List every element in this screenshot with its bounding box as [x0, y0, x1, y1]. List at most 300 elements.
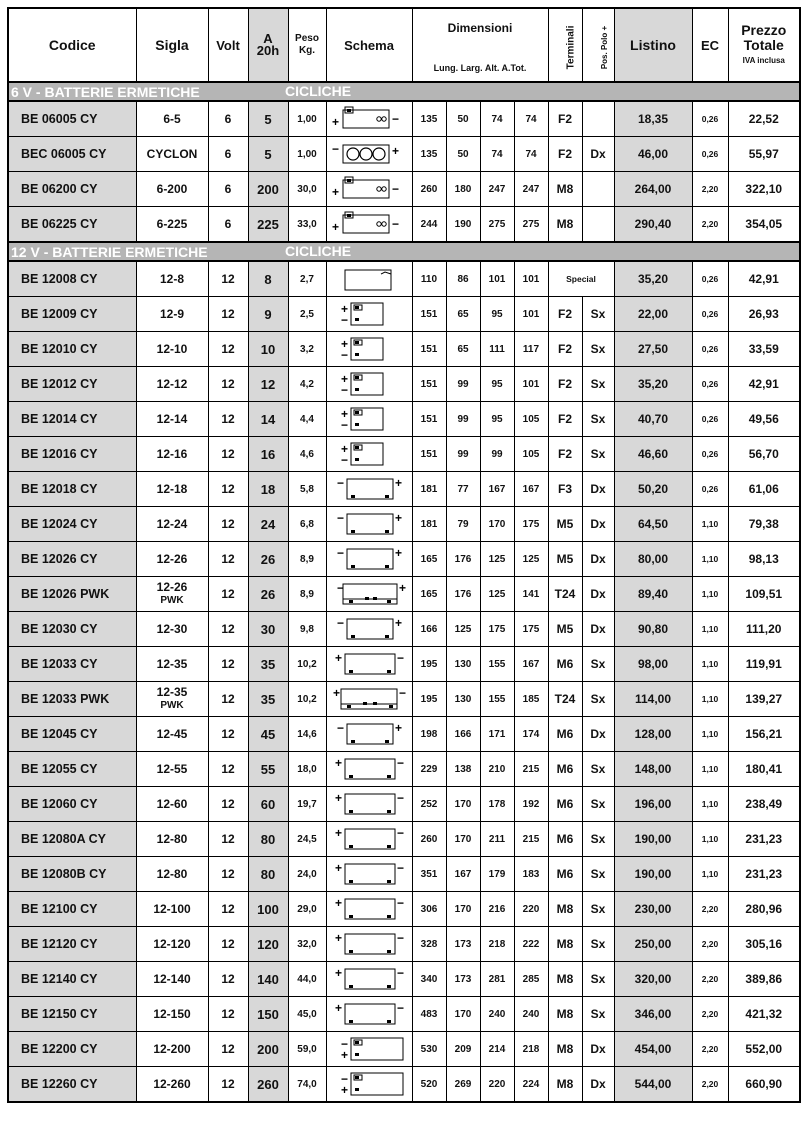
- cell-peso: 74,0: [288, 1067, 326, 1103]
- table-row: [8, 717, 800, 752]
- cell-codice: BE 12120 CY: [8, 927, 136, 962]
- cell-volt: 12: [208, 787, 248, 822]
- cell-atot: 275: [514, 207, 548, 243]
- cell-volt: 12: [208, 857, 248, 892]
- svg-text:−: −: [337, 546, 345, 560]
- cell-ah: 200: [248, 172, 288, 207]
- svg-text:−: −: [341, 453, 349, 467]
- svg-text:−: −: [399, 686, 407, 700]
- cell-ah: 35: [248, 682, 288, 717]
- table-row: [8, 437, 800, 472]
- cell-peso: 2,5: [288, 297, 326, 332]
- cell-schema: [326, 1067, 412, 1103]
- svg-text:+: +: [335, 756, 343, 770]
- battery-schematic-icon: [329, 266, 409, 292]
- cell-peso: 19,7: [288, 787, 326, 822]
- cell-sigla: 12-30: [136, 612, 208, 647]
- svg-text:+: +: [399, 581, 407, 595]
- cell-sigla: [136, 577, 208, 612]
- cell-lung: 351: [412, 857, 446, 892]
- cell-pos-polo: Sx: [582, 367, 614, 402]
- table-row: [8, 612, 800, 647]
- cell-schema: [326, 857, 412, 892]
- cell-terminali: F2: [548, 137, 582, 172]
- cell-schema: [326, 647, 412, 682]
- svg-text:−: −: [397, 756, 405, 770]
- table-row: [8, 542, 800, 577]
- cell-listino: 264,00: [614, 172, 692, 207]
- cell-alt: 179: [480, 857, 514, 892]
- cell-pos-polo: Sx: [582, 297, 614, 332]
- cell-peso: 33,0: [288, 207, 326, 243]
- cell-ec: 1,10: [692, 822, 728, 857]
- cell-listino: 250,00: [614, 927, 692, 962]
- cell-peso: 8,9: [288, 577, 326, 612]
- cell-sigla: [136, 682, 208, 717]
- header-prezzo-2: Totale: [743, 36, 784, 53]
- cell-codice: BE 12260 CY: [8, 1067, 136, 1103]
- cell-pos-polo: Dx: [582, 507, 614, 542]
- cell-peso: 8,9: [288, 542, 326, 577]
- cell-ec: 2,20: [692, 1067, 728, 1103]
- svg-text:+: +: [332, 115, 340, 129]
- cell-lung: 110: [412, 261, 446, 297]
- cell-volt: 12: [208, 261, 248, 297]
- header-dimensioni: [412, 8, 548, 82]
- cell-ec: 1,10: [692, 542, 728, 577]
- cell-alt: 218: [480, 927, 514, 962]
- cell-lung: 181: [412, 507, 446, 542]
- cell-volt: 12: [208, 367, 248, 402]
- cell-prezzo: 55,97: [728, 137, 800, 172]
- cell-larg: 50: [446, 101, 480, 137]
- cell-prezzo: 33,59: [728, 332, 800, 367]
- cell-alt: 95: [480, 402, 514, 437]
- header-sigla: Sigla: [136, 8, 208, 82]
- cell-alt: 210: [480, 752, 514, 787]
- svg-text:−: −: [392, 112, 400, 126]
- battery-schematic-icon: [329, 301, 409, 327]
- cell-ec: 0,26: [692, 137, 728, 172]
- cell-peso: 2,7: [288, 261, 326, 297]
- section-title: 6 V - BATTERIE ERMETICHE: [11, 83, 200, 100]
- cell-lung: 340: [412, 962, 446, 997]
- cell-volt: 12: [208, 647, 248, 682]
- cell-ah: 45: [248, 717, 288, 752]
- svg-text:−: −: [341, 313, 349, 327]
- cell-listino: 346,00: [614, 997, 692, 1032]
- cell-peso: 10,2: [288, 647, 326, 682]
- cell-schema: [326, 437, 412, 472]
- cell-lung: 151: [412, 332, 446, 367]
- cell-prezzo: 42,91: [728, 367, 800, 402]
- cell-lung: 151: [412, 367, 446, 402]
- svg-text:−: −: [392, 217, 400, 231]
- svg-text:+: +: [335, 896, 343, 910]
- cell-ec: 2,20: [692, 207, 728, 243]
- cell-peso: 18,0: [288, 752, 326, 787]
- cell-atot: 215: [514, 822, 548, 857]
- cell-codice: BE 12033 PWK: [8, 682, 136, 717]
- cell-larg: 86: [446, 261, 480, 297]
- cell-volt: 12: [208, 822, 248, 857]
- cell-sigla: 12-200: [136, 1032, 208, 1067]
- cell-ec: 1,10: [692, 577, 728, 612]
- cell-lung: 151: [412, 297, 446, 332]
- section-subtitle: CICLICHE: [285, 243, 352, 259]
- header-peso-2: Kg.: [298, 45, 316, 56]
- cell-pos-polo: Sx: [582, 752, 614, 787]
- cell-alt: 111: [480, 332, 514, 367]
- cell-codice: BE 12024 CY: [8, 507, 136, 542]
- cell-listino: 89,40: [614, 577, 692, 612]
- cell-schema: [326, 207, 412, 243]
- cell-terminali: M8: [548, 1032, 582, 1067]
- cell-sigla-line2: PWK: [160, 595, 184, 606]
- cell-terminali: M6: [548, 857, 582, 892]
- table-row: [8, 577, 800, 612]
- cell-ah: 30: [248, 612, 288, 647]
- cell-pos-polo: Dx: [582, 1032, 614, 1067]
- cell-sigla: 12-12: [136, 367, 208, 402]
- cell-volt: 12: [208, 682, 248, 717]
- section-subtitle: CICLICHE: [285, 83, 352, 99]
- cell-ah: 9: [248, 297, 288, 332]
- cell-codice: BE 12080B CY: [8, 857, 136, 892]
- cell-ah: 14: [248, 402, 288, 437]
- cell-schema: [326, 822, 412, 857]
- cell-volt: 12: [208, 297, 248, 332]
- header-prezzo: [728, 8, 800, 82]
- table-row: [8, 1067, 800, 1103]
- cell-ec: 1,10: [692, 787, 728, 822]
- cell-peso: 29,0: [288, 892, 326, 927]
- header-prezzo-1: Prezzo: [741, 21, 787, 38]
- cell-codice: BE 12012 CY: [8, 367, 136, 402]
- cell-alt: 95: [480, 367, 514, 402]
- cell-ah: 5: [248, 137, 288, 172]
- cell-listino: 35,20: [614, 261, 692, 297]
- cell-larg: 170: [446, 822, 480, 857]
- cell-ah: 8: [248, 261, 288, 297]
- cell-prezzo: 22,52: [728, 101, 800, 137]
- svg-text:+: +: [335, 966, 343, 980]
- cell-alt: 178: [480, 787, 514, 822]
- table-row: [8, 172, 800, 207]
- cell-sigla-line1: 12-35: [156, 685, 188, 699]
- cell-larg: 176: [446, 542, 480, 577]
- table-row: [8, 1032, 800, 1067]
- svg-text:+: +: [335, 861, 343, 875]
- cell-ah: 100: [248, 892, 288, 927]
- cell-larg: 170: [446, 997, 480, 1032]
- svg-text:−: −: [337, 476, 345, 490]
- cell-prezzo: 156,21: [728, 717, 800, 752]
- cell-terminali: T24: [548, 577, 582, 612]
- table-row: [8, 857, 800, 892]
- cell-sigla-line1: 12-26: [156, 580, 188, 594]
- cell-ec: 0,26: [692, 437, 728, 472]
- cell-volt: 12: [208, 717, 248, 752]
- svg-text:−: −: [337, 616, 345, 630]
- svg-text:−: −: [397, 966, 405, 980]
- cell-listino: 290,40: [614, 207, 692, 243]
- battery-schematic-icon: [329, 406, 409, 432]
- battery-schematic-icon: [329, 721, 409, 747]
- cell-atot: 247: [514, 172, 548, 207]
- cell-ec: 0,26: [692, 332, 728, 367]
- svg-text:+: +: [335, 931, 343, 945]
- cell-alt: 155: [480, 682, 514, 717]
- cell-pos-polo: Sx: [582, 997, 614, 1032]
- cell-prezzo: 421,32: [728, 997, 800, 1032]
- battery-schematic-icon: [329, 336, 409, 362]
- cell-volt: 12: [208, 962, 248, 997]
- cell-schema: [326, 507, 412, 542]
- cell-listino: 98,00: [614, 647, 692, 682]
- svg-text:+: +: [335, 826, 343, 840]
- cell-prezzo: 42,91: [728, 261, 800, 297]
- cell-lung: 520: [412, 1067, 446, 1103]
- svg-text:−: −: [337, 581, 345, 595]
- cell-terminali: M6: [548, 647, 582, 682]
- cell-peso: 1,00: [288, 137, 326, 172]
- cell-terminali: M8: [548, 962, 582, 997]
- cell-pos-polo: Sx: [582, 682, 614, 717]
- cell-terminali: M5: [548, 507, 582, 542]
- cell-peso: 14,6: [288, 717, 326, 752]
- header-peso-1: Peso: [295, 33, 319, 44]
- cell-ah: 16: [248, 437, 288, 472]
- cell-prezzo: 98,13: [728, 542, 800, 577]
- header-row: [8, 8, 800, 82]
- battery-schematic-icon: [329, 791, 409, 817]
- cell-schema: [326, 612, 412, 647]
- cell-listino: 64,50: [614, 507, 692, 542]
- cell-larg: 167: [446, 857, 480, 892]
- cell-sigla: 12-18: [136, 472, 208, 507]
- cell-atot: 101: [514, 297, 548, 332]
- cell-lung: 252: [412, 787, 446, 822]
- cell-peso: 4,2: [288, 367, 326, 402]
- cell-alt: 214: [480, 1032, 514, 1067]
- cell-ah: 80: [248, 822, 288, 857]
- cell-ec: 0,26: [692, 367, 728, 402]
- battery-schematic-icon: [329, 511, 409, 537]
- cell-alt: 74: [480, 137, 514, 172]
- battery-schematic-icon: [329, 371, 409, 397]
- section-header-row: [8, 242, 800, 261]
- table-row: [8, 752, 800, 787]
- battery-schematic-icon: [329, 546, 409, 572]
- cell-ec: 0,26: [692, 472, 728, 507]
- header-pos-polo: [582, 8, 614, 82]
- cell-atot: 175: [514, 507, 548, 542]
- cell-ec: 2,20: [692, 172, 728, 207]
- cell-ec: 1,10: [692, 752, 728, 787]
- cell-pos-polo: [582, 172, 614, 207]
- cell-ah: 35: [248, 647, 288, 682]
- cell-volt: 12: [208, 612, 248, 647]
- header-ah-1: A: [263, 31, 273, 46]
- svg-text:−: −: [341, 1037, 349, 1051]
- cell-atot: 101: [514, 367, 548, 402]
- cell-ec: 2,20: [692, 927, 728, 962]
- cell-peso: 4,6: [288, 437, 326, 472]
- cell-sigla: 12-140: [136, 962, 208, 997]
- cell-volt: 12: [208, 577, 248, 612]
- cell-larg: 99: [446, 437, 480, 472]
- cell-lung: 306: [412, 892, 446, 927]
- cell-terminali: F3: [548, 472, 582, 507]
- cell-volt: 12: [208, 927, 248, 962]
- table-row: [8, 822, 800, 857]
- battery-schematic-icon: [329, 756, 409, 782]
- cell-schema: [326, 927, 412, 962]
- cell-lung: 530: [412, 1032, 446, 1067]
- cell-ah: 225: [248, 207, 288, 243]
- cell-pos-polo: Sx: [582, 822, 614, 857]
- cell-atot: 240: [514, 997, 548, 1032]
- cell-codice: BE 06005 CY: [8, 101, 136, 137]
- cell-ah: 260: [248, 1067, 288, 1103]
- cell-prezzo: 389,86: [728, 962, 800, 997]
- cell-ec: 1,10: [692, 857, 728, 892]
- cell-sigla: 12-45: [136, 717, 208, 752]
- cell-ah: 18: [248, 472, 288, 507]
- cell-larg: 65: [446, 297, 480, 332]
- table-row: [8, 682, 800, 717]
- cell-prezzo: 49,56: [728, 402, 800, 437]
- cell-schema: [326, 997, 412, 1032]
- cell-schema: [326, 332, 412, 367]
- svg-text:−: −: [332, 142, 340, 156]
- header-dimensioni-title: Dimensioni: [447, 21, 513, 35]
- cell-sigla: 12-16: [136, 437, 208, 472]
- cell-codice: BE 12010 CY: [8, 332, 136, 367]
- cell-sigla: 12-10: [136, 332, 208, 367]
- cell-ah: 200: [248, 1032, 288, 1067]
- cell-prezzo: 660,90: [728, 1067, 800, 1103]
- cell-listino: 230,00: [614, 892, 692, 927]
- cell-terminali: F2: [548, 297, 582, 332]
- cell-prezzo: 180,41: [728, 752, 800, 787]
- table-row: [8, 507, 800, 542]
- cell-terminali: M8: [548, 927, 582, 962]
- section-title: 12 V - BATTERIE ERMETICHE: [11, 243, 208, 260]
- cell-peso: 1,00: [288, 101, 326, 137]
- header-volt: Volt: [208, 8, 248, 82]
- cell-peso: 59,0: [288, 1032, 326, 1067]
- cell-sigla: 12-24: [136, 507, 208, 542]
- cell-terminali: F2: [548, 332, 582, 367]
- battery-schematic-icon: [329, 861, 409, 887]
- cell-listino: 40,70: [614, 402, 692, 437]
- cell-larg: 176: [446, 577, 480, 612]
- cell-listino: 18,35: [614, 101, 692, 137]
- cell-volt: 6: [208, 101, 248, 137]
- svg-text:+: +: [395, 546, 403, 560]
- cell-atot: 74: [514, 101, 548, 137]
- svg-text:+: +: [395, 721, 403, 735]
- svg-text:−: −: [341, 348, 349, 362]
- cell-larg: 173: [446, 962, 480, 997]
- cell-ec: 0,26: [692, 261, 728, 297]
- cell-terminali: M6: [548, 822, 582, 857]
- cell-codice: BE 12140 CY: [8, 962, 136, 997]
- cell-terminali: F2: [548, 367, 582, 402]
- cell-codice: BE 12080A CY: [8, 822, 136, 857]
- cell-peso: 32,0: [288, 927, 326, 962]
- table-row: [8, 207, 800, 243]
- cell-terminali: F2: [548, 437, 582, 472]
- cell-terminali: M6: [548, 787, 582, 822]
- cell-atot: 167: [514, 472, 548, 507]
- cell-lung: 198: [412, 717, 446, 752]
- svg-text:+: +: [335, 791, 343, 805]
- cell-listino: 114,00: [614, 682, 692, 717]
- section-title-cell: [8, 82, 800, 101]
- cell-lung: 195: [412, 682, 446, 717]
- cell-ec: 1,10: [692, 647, 728, 682]
- cell-atot: 117: [514, 332, 548, 367]
- cell-codice: BE 12060 CY: [8, 787, 136, 822]
- cell-pos-polo: Sx: [582, 927, 614, 962]
- cell-sigla: 12-100: [136, 892, 208, 927]
- cell-peso: 45,0: [288, 997, 326, 1032]
- cell-pos-polo: Sx: [582, 857, 614, 892]
- cell-codice: BE 06225 CY: [8, 207, 136, 243]
- cell-alt: 99: [480, 437, 514, 472]
- cell-pos-polo: Sx: [582, 962, 614, 997]
- cell-prezzo: 109,51: [728, 577, 800, 612]
- battery-schematic-icon: [329, 966, 409, 992]
- cell-volt: 12: [208, 752, 248, 787]
- cell-lung: 181: [412, 472, 446, 507]
- cell-listino: 50,20: [614, 472, 692, 507]
- cell-alt: 74: [480, 101, 514, 137]
- cell-sigla: 6-5: [136, 101, 208, 137]
- cell-ah: 5: [248, 101, 288, 137]
- cell-larg: 170: [446, 787, 480, 822]
- header-peso: [288, 8, 326, 82]
- cell-peso: 10,2: [288, 682, 326, 717]
- cell-alt: 125: [480, 542, 514, 577]
- battery-schematic-icon: [329, 141, 409, 167]
- table-row: [8, 472, 800, 507]
- cell-atot: 101: [514, 261, 548, 297]
- cell-prezzo: 238,49: [728, 787, 800, 822]
- cell-sigla: 12-26: [136, 542, 208, 577]
- cell-volt: 12: [208, 1067, 248, 1103]
- svg-text:+: +: [341, 1048, 349, 1062]
- cell-larg: 130: [446, 682, 480, 717]
- cell-lung: 151: [412, 437, 446, 472]
- cell-pos-polo: [582, 207, 614, 243]
- table-row: [8, 927, 800, 962]
- cell-alt: 155: [480, 647, 514, 682]
- section-header-row: [8, 82, 800, 101]
- cell-lung: 260: [412, 172, 446, 207]
- cell-schema: [326, 297, 412, 332]
- cell-lung: 244: [412, 207, 446, 243]
- cell-volt: 6: [208, 137, 248, 172]
- cell-prezzo: 552,00: [728, 1032, 800, 1067]
- table-row: [8, 261, 800, 297]
- cell-larg: 173: [446, 927, 480, 962]
- cell-alt: 275: [480, 207, 514, 243]
- battery-schematic-icon: [329, 826, 409, 852]
